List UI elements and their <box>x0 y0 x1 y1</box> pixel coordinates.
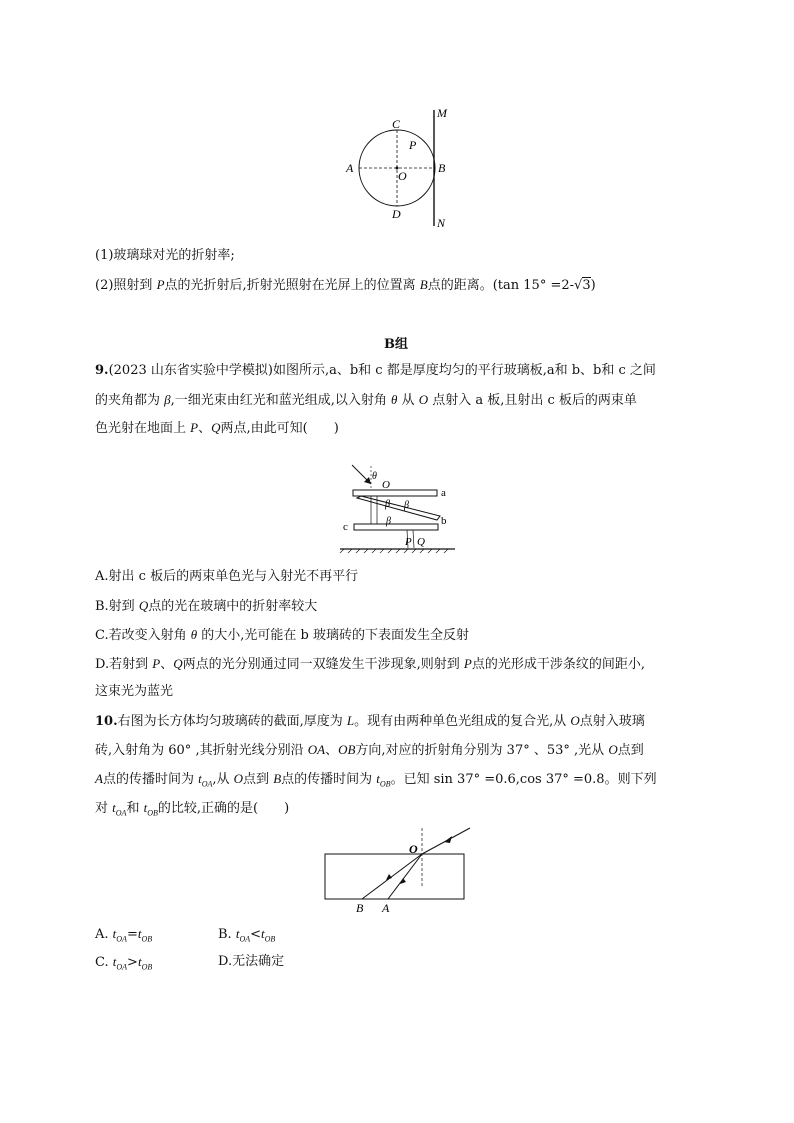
q10-option-a: A. $t_{OA}=t_{OB}$ <box>95 926 153 944</box>
q8-sub1: (1)玻璃球对光的折射率; <box>95 248 235 263</box>
q10-line4: 对 $t_{OA}$和 $t_{OB}$的比较,正确的是( ) <box>95 800 290 818</box>
label-P: P <box>409 138 417 152</box>
section-title: B组 <box>384 337 408 352</box>
q9-line3: 色光射在地面上 P、Q两点,由此可知( ) <box>95 420 339 436</box>
label-N: N <box>437 216 446 230</box>
q10-option-b: B. $t_{OA}<t_{OB}$ <box>218 926 276 944</box>
q10-option-d: D.无法确定 <box>218 954 285 969</box>
fig9-P: P <box>405 536 412 548</box>
fig9-beta1: β <box>385 499 390 510</box>
fig9-Q: Q <box>417 536 425 548</box>
q9-option-d: D.若射到 P、Q两点的光分别通过同一双缝发生干涉现象,则射到 P点的光形成干涉条纹的间距小, <box>95 656 645 672</box>
q10-option-c: C. $t_{OA}>t_{OB}$ <box>95 954 153 972</box>
label-A: A <box>346 161 354 175</box>
q9-option-c: C.若改变入射角 θ 的大小,光可能在 b 玻璃砖的下表面发生全反射 <box>95 627 469 643</box>
q9-line1: 9.(2023 山东省实验中学模拟)如图所示,a、b和 c 都是厚度均匀的平行玻璃板,a和 b、b和 c 之间 <box>95 363 656 378</box>
fig9-a: a <box>441 487 446 499</box>
q9-option-d-line2: 这束光为蓝光 <box>95 684 174 699</box>
label-C: C <box>392 117 401 131</box>
fig10-A: A <box>382 901 390 915</box>
q10-line1: 10.右图为长方体均匀玻璃砖的截面,厚度为 L。现有由两种单色光组成的复合光,从 O点射入玻璃 <box>95 713 645 729</box>
q8-sub2: (2)照射到 P点的光折射后,折射光照射在光屏上的位置离 B点的距离。(tan 15° =2-√3) <box>95 277 596 293</box>
sphere-figure <box>340 104 460 230</box>
fig9-beta3: β <box>386 516 391 527</box>
fig10-B: B <box>356 901 364 915</box>
q10-line3: A点的传播时间为 $t_{OA}$,从 O点到 B点的传播时间为 $t_{OB}$。已知 sin 37° =0.6,cos 37° =0.8。则下列 <box>95 771 657 789</box>
fig9-O: O <box>382 479 390 491</box>
fig9-theta: θ <box>372 471 377 482</box>
fig9-c: c <box>343 521 348 533</box>
brick-figure <box>320 822 472 916</box>
fig9-b: b <box>441 515 447 527</box>
q9-option-b: B.射到 Q点的光在玻璃中的折射率较大 <box>95 598 318 614</box>
label-B: B <box>438 161 446 175</box>
q9-line2: 的夹角都为 β,一细光束由红光和蓝光组成,以入射角 θ 从 O 点射入 a 板,且射出 c 板后的两束单 <box>95 392 637 408</box>
q9-option-a: A.射出 c 板后的两束单色光与入射光不再平行 <box>95 569 359 584</box>
sqrt-symbol: √ <box>574 278 583 293</box>
plates-figure <box>330 458 460 554</box>
fig9-beta2: β <box>404 500 409 511</box>
label-M: M <box>437 106 447 120</box>
q10-line2: 砖,入射角为 60° ,其折射光线分别沿 OA、OB方向,对应的折射角分别为 37° 、53° ,光从 O点到 <box>95 742 644 758</box>
label-D: D <box>392 207 401 221</box>
label-O: O <box>398 169 407 183</box>
fig10-O: O <box>409 842 418 856</box>
